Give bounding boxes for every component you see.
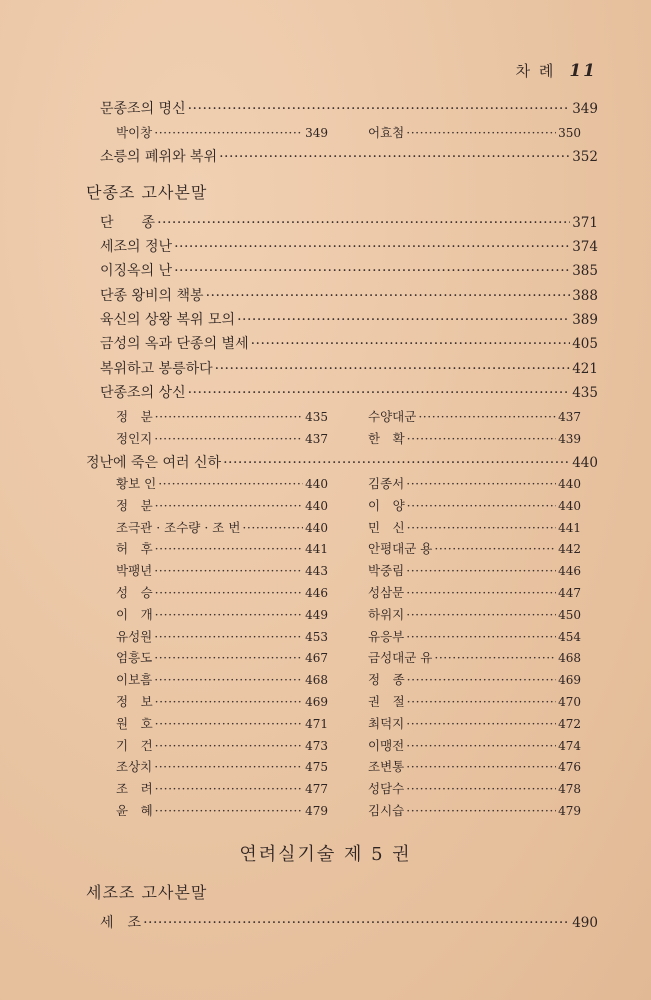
- entry-title: 이보흠: [116, 672, 153, 688]
- entry-page: 350: [558, 126, 581, 140]
- dot-leader: [154, 563, 303, 578]
- entry-title: 정 종: [368, 672, 405, 688]
- entry-title: 이맹전: [368, 737, 405, 753]
- toc-subentry: [116, 583, 328, 601]
- entry-page: 476: [558, 760, 581, 775]
- dot-leader: [174, 239, 570, 255]
- dot-leader: [251, 336, 571, 352]
- dot-leader: [174, 263, 570, 279]
- toc-subentry: [368, 407, 581, 425]
- entry-title: 조 려: [116, 781, 153, 797]
- entry-page: 435: [305, 410, 328, 424]
- entry-page: 479: [558, 804, 581, 818]
- entry-title: 금성대군 유: [368, 650, 433, 666]
- dot-leader: [407, 498, 556, 513]
- entry-title: 성 승: [116, 585, 153, 600]
- entry-page: 469: [558, 673, 581, 688]
- entry-title: 최덕지: [368, 715, 405, 731]
- entry-page: 475: [305, 760, 328, 775]
- entry-page: 454: [558, 629, 581, 644]
- entry-page: 389: [572, 312, 598, 328]
- dot-leader: [406, 759, 556, 774]
- dot-leader: [188, 101, 571, 117]
- entry-page: 440: [558, 498, 581, 513]
- dot-leader: [407, 694, 556, 709]
- dot-leader: [154, 431, 303, 446]
- entry-title: 허 후: [116, 541, 153, 557]
- entry-page: 371: [572, 215, 598, 231]
- toc-entry: [100, 212, 598, 232]
- dot-leader: [155, 498, 303, 513]
- entry-page: 440: [305, 520, 328, 535]
- dot-leader: [154, 759, 303, 774]
- toc-subentry: [368, 801, 581, 819]
- dot-leader: [434, 541, 556, 556]
- toc-entry: [100, 912, 598, 932]
- toc-entry: [100, 285, 598, 305]
- entry-page: 440: [305, 498, 328, 513]
- entry-page: 446: [305, 586, 328, 600]
- entry-title: 조상치: [116, 759, 153, 775]
- dot-leader: [157, 215, 570, 231]
- dot-leader: [407, 672, 556, 687]
- toc-subentry: [368, 474, 581, 492]
- entry-page: 443: [305, 564, 328, 579]
- toc-subentry: [368, 757, 581, 775]
- entry-title: 정인지: [116, 431, 153, 446]
- section-heading: 단종조 고사본말: [86, 183, 208, 202]
- entry-title: 문종조의 명신: [100, 101, 186, 117]
- toc-entry: [86, 452, 598, 472]
- dot-leader: [154, 650, 303, 665]
- toc-subentry: [368, 605, 581, 623]
- toc-subentry: [368, 123, 581, 141]
- entry-title: 정난에 죽은 여러 신하: [86, 455, 222, 471]
- header-label: 차 례: [515, 62, 556, 80]
- dot-leader: [215, 361, 571, 377]
- entry-page: 435: [572, 385, 598, 401]
- entry-title: 황보 인: [116, 476, 157, 491]
- dot-leader: [143, 915, 570, 931]
- entry-title: 조변통: [368, 759, 405, 775]
- entry-title: 이징옥의 난: [100, 263, 173, 279]
- toc-subentry: [116, 736, 328, 754]
- dot-leader: [206, 288, 571, 304]
- dot-leader: [406, 738, 556, 753]
- entry-page: 447: [558, 586, 581, 600]
- toc-subentry: [116, 648, 328, 666]
- toc-entry: [100, 382, 598, 402]
- dot-leader: [407, 520, 556, 535]
- entry-title: 어효첨: [368, 125, 405, 140]
- entry-title: 이 개: [116, 606, 153, 622]
- toc-subentry: [368, 692, 581, 710]
- entry-title: 민 신: [368, 519, 405, 535]
- entry-page: 446: [558, 564, 581, 579]
- entry-title: 유응부: [368, 628, 405, 644]
- entry-title: 수양대군: [368, 409, 417, 424]
- entry-title: 윤 혜: [116, 803, 153, 818]
- page-header: [516, 60, 597, 81]
- entry-page: 352: [572, 149, 598, 165]
- dot-leader: [406, 629, 556, 644]
- toc-subentry: [368, 648, 581, 666]
- entry-page: 449: [305, 607, 328, 622]
- toc-subentry: [368, 736, 581, 754]
- entry-title: 권 절: [368, 694, 405, 709]
- entry-title: 유성원: [116, 628, 153, 644]
- toc-subentry: [116, 407, 328, 425]
- dot-leader: [155, 541, 303, 556]
- toc-subentry: [368, 429, 581, 447]
- entry-title: 한 확: [368, 431, 405, 446]
- dot-leader: [188, 385, 571, 401]
- dot-leader: [155, 716, 303, 731]
- dot-leader: [155, 781, 303, 796]
- entry-title: 김종서: [368, 476, 405, 491]
- toc-subentry: [116, 429, 328, 447]
- entry-page: 477: [305, 782, 328, 797]
- dot-leader: [155, 607, 303, 622]
- entry-title: 하위지: [368, 606, 405, 622]
- toc-subentry: [368, 627, 581, 645]
- entry-title: 단종 왕비의 책봉: [100, 288, 204, 304]
- dot-leader: [406, 125, 556, 140]
- entry-page: 374: [572, 239, 598, 255]
- toc-entry: [100, 260, 598, 280]
- toc-subentry: [116, 605, 328, 623]
- entry-title: 정 보: [116, 694, 153, 709]
- dot-leader: [406, 781, 556, 796]
- entry-page: 470: [558, 695, 581, 709]
- entry-page: 441: [558, 520, 581, 535]
- toc-entry: [100, 333, 598, 353]
- toc-subentry: [368, 779, 581, 797]
- entry-title: 안평대군 용: [368, 541, 433, 557]
- entry-title: 엄흥도: [116, 650, 153, 666]
- entry-page: 479: [305, 804, 328, 818]
- entry-title: 단 종: [100, 215, 156, 231]
- entry-title: 정 분: [116, 409, 153, 424]
- entry-page: 468: [558, 651, 581, 666]
- entry-page: 471: [305, 716, 328, 731]
- page-number: 11: [569, 61, 597, 81]
- entry-page: 469: [305, 695, 328, 709]
- entry-title: 김시습: [368, 803, 405, 818]
- entry-page: 474: [558, 738, 581, 753]
- entry-page: 450: [558, 607, 581, 622]
- dot-leader: [155, 585, 303, 600]
- entry-page: 349: [305, 126, 328, 140]
- entry-title: 복위하고 봉릉하다: [100, 361, 213, 377]
- toc-subentry: [116, 714, 328, 732]
- entry-title: 박이창: [116, 125, 153, 140]
- dot-leader: [406, 563, 556, 578]
- toc-subentry: [116, 627, 328, 645]
- dot-leader: [155, 803, 303, 818]
- entry-page: 440: [305, 477, 328, 491]
- dot-leader: [154, 629, 303, 644]
- entry-title: 소릉의 폐위와 복위: [100, 149, 218, 165]
- toc-entry: [100, 98, 598, 118]
- toc-subentry: [368, 539, 581, 557]
- entry-title: 정 분: [116, 497, 153, 513]
- toc-subentry: [368, 496, 581, 514]
- entry-page: 385: [572, 263, 598, 279]
- entry-page: 437: [305, 432, 328, 446]
- toc-subentry: [368, 518, 581, 536]
- entry-title: 원 호: [116, 715, 153, 731]
- toc-subentry: [116, 539, 328, 557]
- entry-page: 441: [305, 542, 328, 557]
- toc-subentry: [116, 670, 328, 688]
- toc-subentry: [368, 561, 581, 579]
- entry-page: 467: [305, 651, 328, 666]
- toc-entry: [100, 309, 598, 329]
- entry-page: 349: [572, 101, 598, 117]
- entry-title: 성삼문: [368, 585, 405, 600]
- toc-subentry: [368, 714, 581, 732]
- entry-page: 421: [572, 361, 598, 377]
- entry-page: 453: [305, 629, 328, 644]
- toc-subentry: [116, 801, 328, 819]
- section-heading: 세조조 고사본말: [86, 883, 208, 902]
- toc-subentry: [116, 496, 328, 514]
- dot-leader: [406, 607, 556, 622]
- dot-leader: [158, 476, 303, 491]
- entry-page: 405: [572, 336, 598, 352]
- dot-leader: [418, 409, 556, 424]
- dot-leader: [155, 694, 303, 709]
- entry-page: 440: [572, 455, 598, 471]
- toc-subentry: [116, 757, 328, 775]
- dot-leader: [223, 455, 570, 471]
- entry-page: 437: [558, 410, 581, 424]
- entry-page: 478: [558, 782, 581, 797]
- volume-title: 연려실기술 제 5 권: [239, 844, 412, 865]
- entry-page: 439: [558, 432, 581, 446]
- entry-page: 440: [558, 477, 581, 491]
- toc-subentry: [116, 474, 328, 492]
- entry-page: 442: [558, 542, 581, 557]
- dot-leader: [434, 650, 556, 665]
- dot-leader: [406, 476, 556, 491]
- dot-leader: [406, 585, 556, 600]
- entry-page: 473: [305, 738, 328, 753]
- toc-subentry: [116, 561, 328, 579]
- toc-subentry: [368, 670, 581, 688]
- entry-title: 조극관 · 조수량 · 조 번: [116, 519, 241, 535]
- dot-leader: [406, 716, 556, 731]
- entry-title: 박중림: [368, 563, 405, 579]
- entry-title: 성담수: [368, 781, 405, 797]
- entry-title: 육신의 상왕 복위 모의: [100, 312, 236, 328]
- dot-leader: [154, 672, 303, 687]
- dot-leader: [154, 125, 303, 140]
- entry-page: 388: [572, 288, 598, 304]
- toc-entry: [100, 236, 598, 256]
- toc-subentry: [116, 692, 328, 710]
- entry-title: 세조의 정난: [100, 239, 173, 255]
- dot-leader: [242, 520, 303, 535]
- toc-subentry: [116, 123, 328, 141]
- entry-title: 박팽년: [116, 563, 153, 579]
- entry-title: 금성의 옥과 단종의 별세: [100, 336, 249, 352]
- dot-leader: [407, 431, 556, 446]
- entry-title: 기 건: [116, 737, 153, 753]
- dot-leader: [219, 149, 570, 165]
- entry-page: 468: [305, 673, 328, 688]
- entry-page: 490: [572, 915, 598, 931]
- toc-subentry: [368, 583, 581, 601]
- entry-title: 이 양: [368, 497, 405, 513]
- entry-title: 세 조: [100, 915, 142, 931]
- toc-entry: [100, 358, 598, 378]
- dot-leader: [155, 409, 303, 424]
- toc-subentry: [116, 779, 328, 797]
- dot-leader: [155, 738, 303, 753]
- toc-subentry: [116, 518, 328, 536]
- entry-title: 단종조의 상신: [100, 385, 186, 401]
- dot-leader: [237, 312, 570, 328]
- dot-leader: [406, 803, 556, 818]
- toc-entry: [100, 146, 598, 166]
- entry-page: 472: [558, 716, 581, 731]
